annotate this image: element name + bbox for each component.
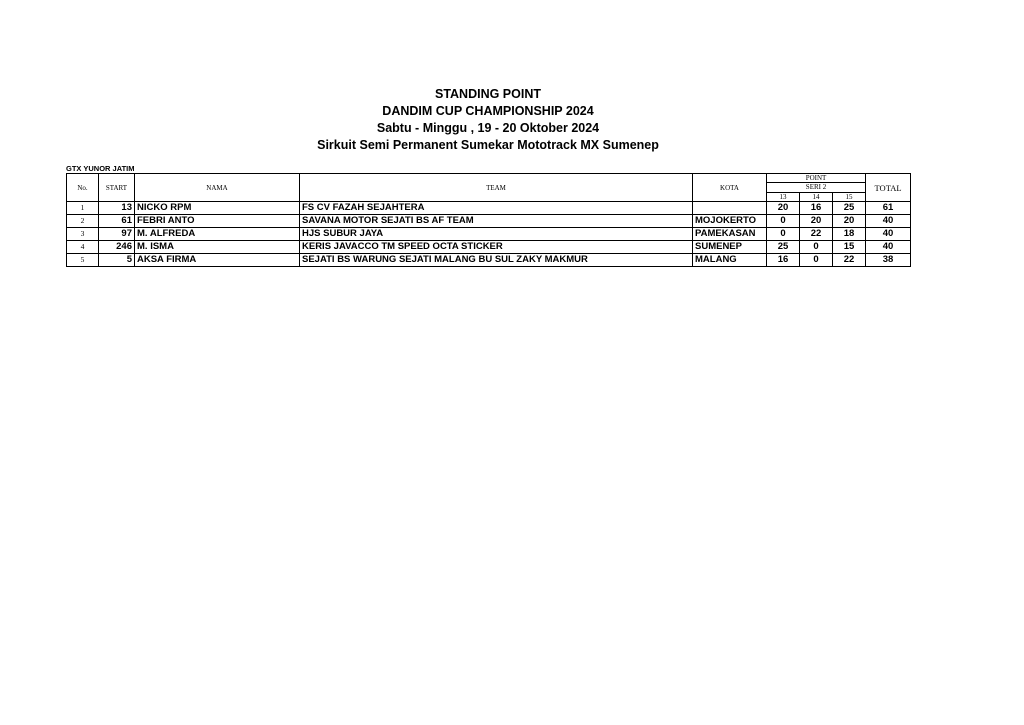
cell-no: 5 [67,254,99,267]
cell-race-15: 25 [833,202,866,215]
cell-nama: FEBRI ANTO [135,215,300,228]
cell-nama: NICKO RPM [135,202,300,215]
cell-no: 2 [67,215,99,228]
cell-team: KERIS JAVACCO TM SPEED OCTA STICKER [300,241,693,254]
cell-kota: SUMENEP [693,241,767,254]
cell-nama: M. ALFREDA [135,228,300,241]
table-row [67,241,911,254]
cell-start: 5 [99,254,135,267]
cell-race-14: 0 [800,241,833,254]
cell-team: FS CV FAZAH SEJAHTERA [300,202,693,215]
category-label: GTX YUNOR JATIM [66,164,135,173]
cell-start: 13 [99,202,135,215]
cell-nama: AKSA FIRMA [135,254,300,267]
table-row [67,254,911,267]
cell-race-15: 22 [833,254,866,267]
cell-race-13: 25 [767,241,800,254]
cell-race-13: 0 [767,228,800,241]
cell-team: SAVANA MOTOR SEJATI BS AF TEAM [300,215,693,228]
cell-kota: MALANG [693,254,767,267]
table-body [67,202,911,267]
cell-no: 3 [67,228,99,241]
col-header-start: START [99,174,135,202]
col-header-seri: SERI 2 [767,183,866,192]
cell-total: 40 [866,241,911,254]
cell-team: SEJATI BS WARUNG SEJATI MALANG BU SUL ZAKY MAKMUR [300,254,693,267]
cell-race-13: 0 [767,215,800,228]
cell-total: 61 [866,202,911,215]
col-header-kota: KOTA [693,174,767,202]
cell-no: 4 [67,241,99,254]
cell-no: 1 [67,202,99,215]
cell-race-13: 16 [767,254,800,267]
cell-race-14: 16 [800,202,833,215]
col-header-nama: NAMA [135,174,300,202]
cell-start: 61 [99,215,135,228]
cell-total: 38 [866,254,911,267]
event-venue: Sirkuit Semi Permanent Sumekar Mototrack MX Sumenep [317,138,659,152]
table-header [67,174,911,202]
table-row [67,202,911,215]
cell-race-13: 20 [767,202,800,215]
col-header-race: 14 [800,192,833,201]
standings-table [66,173,911,267]
cell-race-14: 0 [800,254,833,267]
cell-start: 246 [99,241,135,254]
cell-kota [693,202,767,215]
col-header-point: POINT [767,174,866,183]
event-dates: Sabtu - Minggu , 19 - 20 Oktober 2024 [376,121,600,135]
table-row [67,228,911,241]
document-header [0,86,976,154]
cell-race-15: 18 [833,228,866,241]
cell-race-15: 15 [833,241,866,254]
table-row [67,215,911,228]
col-header-race: 15 [833,192,866,201]
cell-total: 40 [866,215,911,228]
cell-race-14: 22 [800,228,833,241]
cell-race-14: 20 [800,215,833,228]
document-title: STANDING POINT [434,87,542,101]
cell-race-15: 20 [833,215,866,228]
cell-start: 97 [99,228,135,241]
col-header-total: TOTAL [866,174,911,202]
event-name: DANDIM CUP CHAMPIONSHIP 2024 [382,104,594,118]
cell-kota: MOJOKERTO [693,215,767,228]
cell-nama: M. ISMA [135,241,300,254]
cell-kota: PAMEKASAN [693,228,767,241]
col-header-no: No. [67,174,99,202]
cell-team: HJS SUBUR JAYA [300,228,693,241]
cell-total: 40 [866,228,911,241]
col-header-team: TEAM [300,174,693,202]
col-header-race: 13 [767,192,800,201]
